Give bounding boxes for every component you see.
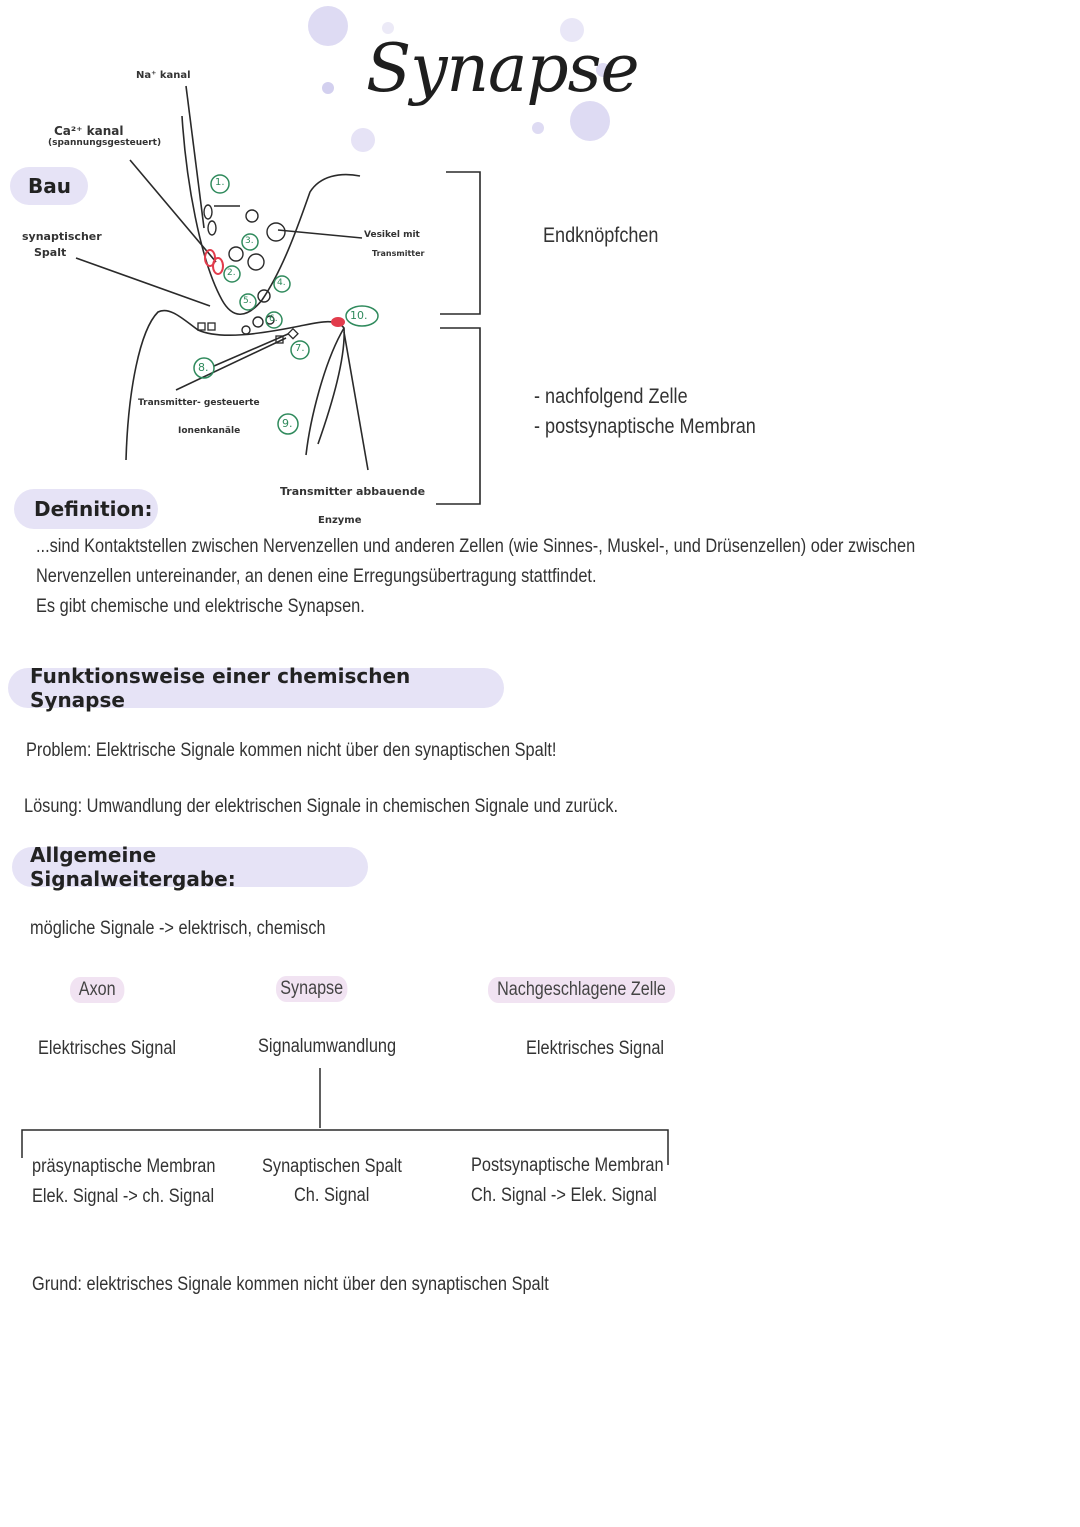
enzyme-icon [331, 317, 345, 327]
function-heading: Funktionsweise einer chemischen Synapse [8, 668, 504, 708]
cell-signal-text: Elektrisches Signal [526, 1038, 665, 1059]
definition-line: Nervenzellen untereinander, an denen eine Erregungsübertragung stattfindet. [36, 566, 597, 587]
label-ca-channel-sub: (spannungsgesteuert) [48, 138, 162, 148]
label-postsynaptic: - postsynaptische Membran [534, 415, 756, 438]
number-label: 9. [282, 417, 293, 430]
number-label: 10. [350, 309, 368, 322]
number-label: 5. [243, 296, 252, 306]
label-synaptic-cleft: synaptischer [22, 230, 102, 243]
possible-signals-text: mögliche Signale -> elektrisch, chemisch [30, 918, 326, 939]
number-label: 4. [277, 278, 286, 288]
definition-line: ...sind Kontaktstellen zwischen Nervenzellen und anderen Zellen (wie Sinnes-, Muskel-, und Drüsenzellen) oder zwischen [36, 536, 916, 557]
cleft-text: Synaptischen Spalt [262, 1156, 402, 1177]
number-label: 3. [245, 236, 254, 246]
number-label: 2. [227, 268, 236, 278]
signal-heading: Allgemeine Signalweitergabe: [12, 847, 368, 887]
label-vesicle-2: Transmitter [372, 249, 425, 258]
label-enzymes: Transmitter abbauende [280, 485, 426, 498]
axon-signal-text: Elektrisches Signal [38, 1038, 177, 1059]
synapse-signal-text: Signalumwandlung [258, 1036, 397, 1057]
presynaptic-text: präsynaptische Membran [32, 1156, 216, 1177]
presynaptic-membrane [182, 116, 360, 314]
ca-channel-icon [205, 250, 223, 274]
label-gated-channels-2: Ionenkanäle [178, 426, 241, 436]
label-na-channel: Na⁺ kanal [136, 70, 191, 81]
label-vesicle: Vesikel mit [364, 230, 420, 240]
label-following-cell: - nachfolgend Zelle [534, 385, 688, 408]
column-title-following-cell: Nachgeschlagene Zelle [488, 977, 675, 1003]
number-label: 6. [269, 314, 278, 324]
definition-heading: Definition: [14, 489, 158, 529]
label-end-bulb: Endknöpfchen [543, 224, 659, 247]
problem-text: Problem: Elektrische Signale kommen nicht über den synaptischen Spalt! [26, 740, 557, 761]
label-ca-channel: Ca²⁺ kanal [54, 124, 124, 138]
presynaptic-signal-text: Elek. Signal -> ch. Signal [32, 1186, 215, 1207]
postsynaptic-membrane [126, 311, 344, 460]
page-title: Synapse [366, 30, 639, 107]
label-synaptic-cleft-2: Spalt [34, 246, 67, 259]
postsynaptic-membrane-right [306, 328, 344, 455]
postsynaptic-text: Postsynaptische Membran [471, 1155, 664, 1176]
cleft-signal-text: Ch. Signal [294, 1185, 370, 1206]
number-label: 7. [295, 343, 305, 354]
number-label: 1. [215, 177, 225, 188]
column-title-axon: Axon [70, 977, 124, 1003]
solution-text: Lösung: Umwandlung der elektrischen Signale in chemischen Signale und zurück. [24, 796, 619, 817]
postsynaptic-signal-text: Ch. Signal -> Elek. Signal [471, 1185, 657, 1206]
number-label: 8. [198, 361, 209, 374]
reason-text: Grund: elektrisches Signale kommen nicht über den synaptischen Spalt [32, 1274, 549, 1295]
label-enzymes-2: Enzyme [318, 515, 362, 526]
definition-line: Es gibt chemische und elektrische Synapsen. [36, 596, 365, 617]
column-title-synapse: Synapse [276, 976, 347, 1002]
label-gated-channels: Transmitter- gesteuerte [138, 398, 260, 408]
na-channel-icon [204, 205, 240, 235]
section-label-bau: Bau [10, 167, 88, 205]
